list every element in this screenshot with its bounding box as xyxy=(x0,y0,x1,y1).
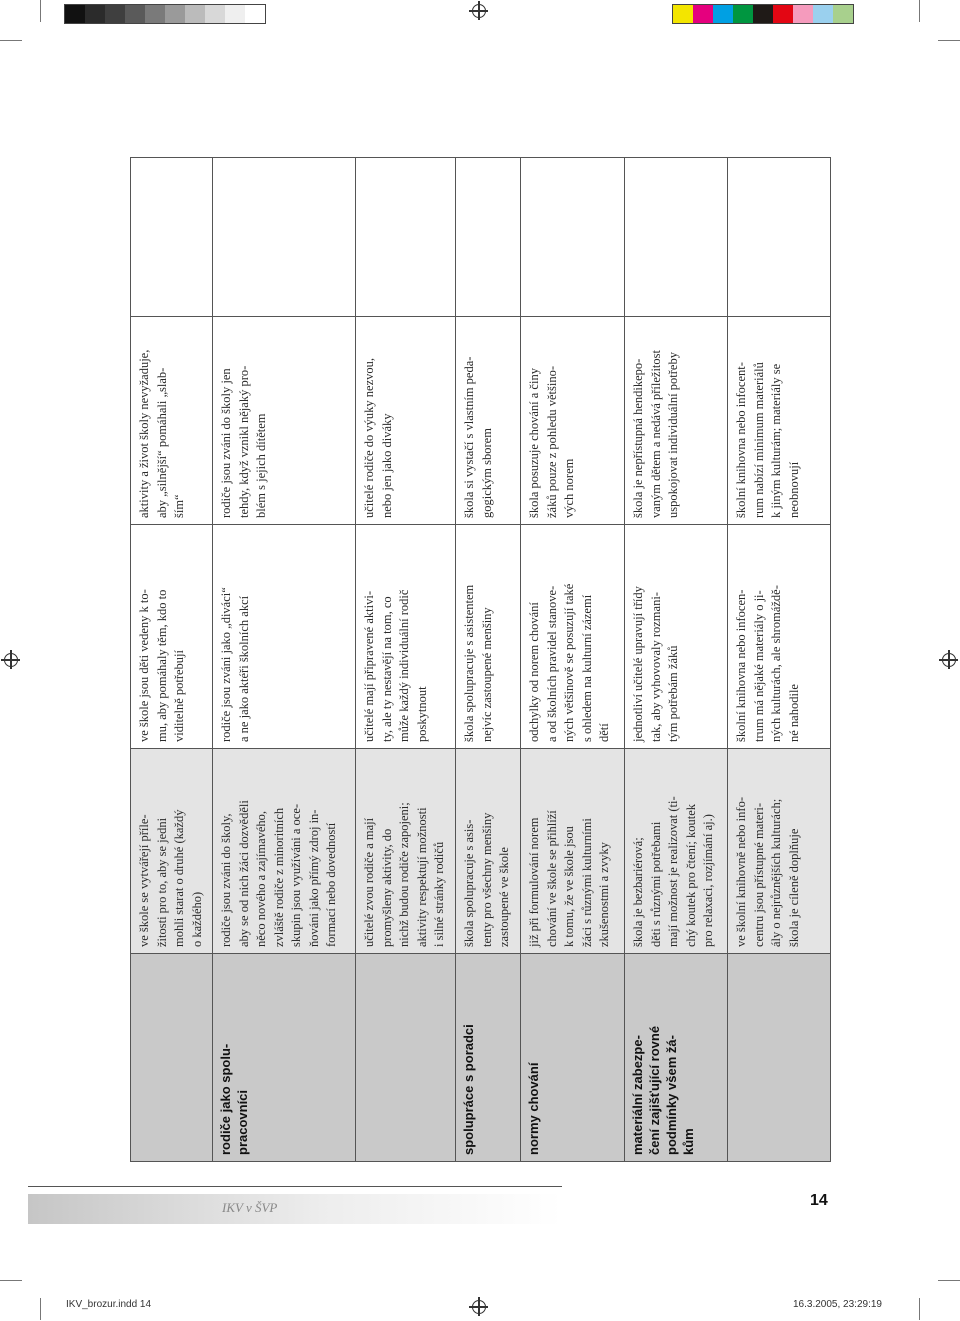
table-cell: škola je nepřístupná hendikepo- vaným dětem a nedává příležitost uspokojovat individuální potřeby xyxy=(625,317,728,525)
footer-gradient-strip xyxy=(28,1194,562,1224)
assessment-table xyxy=(130,157,831,1162)
registration-mark-bottom-icon xyxy=(472,1300,486,1314)
color-swatch xyxy=(813,5,833,23)
table-row xyxy=(625,158,728,1162)
color-swatch xyxy=(733,5,753,23)
color-swatch xyxy=(145,5,165,23)
page-number: 14 xyxy=(810,1192,828,1209)
row-category-label: normy chování xyxy=(521,954,625,1162)
footer-rule xyxy=(28,1186,562,1187)
table-cell: rodiče jsou zváni do školy jen tehdy, když vznikl nějaký pro- blém s jejich dítětem xyxy=(213,317,356,525)
table-cell: škola spolupracuje s asis- tenty pro všechny menšiny zastoupené ve škole xyxy=(456,749,521,954)
table-cell: učitelé zvou rodiče a mají promyšleny aktivity, do nichž budou rodiče zapojeni; aktivity respektují možnosti i silné stránky rodičů xyxy=(356,749,456,954)
color-swatch xyxy=(833,5,853,23)
row-category-label xyxy=(131,954,213,1162)
table-cell: již při formulování norem chování ve škole se přihlíží k tomu, že ve škole jsou žáci s různými kulturními zkušenostmi a zvyky xyxy=(521,749,625,954)
table-cell: škola si vystačí s vlastním peda- gogickým sborem xyxy=(456,317,521,525)
process-color-bar xyxy=(672,4,854,24)
row-category-label xyxy=(728,954,831,1162)
table-row xyxy=(131,158,213,1162)
grayscale-color-bar xyxy=(64,4,266,24)
color-swatch xyxy=(753,5,773,23)
color-swatch xyxy=(673,5,693,23)
row-category-label: rodiče jako spolu- pracovníci xyxy=(213,954,356,1162)
table-cell: škola posuzuje chování a činy žáků pouze z pohledu většino- vých norem xyxy=(521,317,625,525)
table-cell xyxy=(213,158,356,317)
slug-file-name: IKV_brozur.indd 14 xyxy=(66,1299,152,1310)
crop-mark xyxy=(919,0,920,22)
color-swatch xyxy=(773,5,793,23)
table-cell: školní knihovna nebo infocen- trum má nějaké materiály o ji- ných kulturách, ale shromáždě- né nahodile xyxy=(728,525,831,749)
registration-mark-left-icon xyxy=(4,653,18,667)
table-cell xyxy=(131,158,213,317)
color-swatch xyxy=(693,5,713,23)
crop-mark xyxy=(0,40,22,41)
crop-mark xyxy=(938,1280,960,1281)
color-swatch xyxy=(125,5,145,23)
table-cell xyxy=(456,158,521,317)
table-cell: ve školní knihovně nebo info- centru jsou přístupné materi- ály o nejrůznějších kulturách; škola je cíleně doplňuje xyxy=(728,749,831,954)
row-category-label: materiální zabezpe- čení zajišťující rovné podmínky všem žá- kům xyxy=(625,954,728,1162)
table-cell: školní knihovna nebo infocent- rum nabízí minimum materiálů k jiným kulturám; materiály se neobnovují xyxy=(728,317,831,525)
table-row xyxy=(728,158,831,1162)
table-cell: škola je bezbariérová; děti s různými potřebami mají možnost je realizovat (ti- chý koutek pro čtení; koutek pro relaxaci, rozjímání aj.) xyxy=(625,749,728,954)
table-cell: učitelé mají připravené aktivi- ty, ale ty nestavějí na tom, co může každý individuální rodič poskytnout xyxy=(356,525,456,749)
color-swatch xyxy=(165,5,185,23)
color-swatch xyxy=(205,5,225,23)
table-row xyxy=(456,158,521,1162)
table-cell: odchylky od norem chování a od školních pravidel stanove- ných většinově se posuzují také s ohledem na kulturní zázemí dětí xyxy=(521,525,625,749)
registration-mark-top-icon xyxy=(472,4,486,18)
rotated-table-container xyxy=(130,158,830,1162)
color-swatch xyxy=(65,5,85,23)
color-swatch xyxy=(105,5,125,23)
table-cell: škola spolupracuje s asistentem nejvíc zastoupené menšiny xyxy=(456,525,521,749)
crop-mark xyxy=(919,1298,920,1320)
table-cell xyxy=(625,158,728,317)
slug-datetime: 16.3.2005, 23:29:19 xyxy=(793,1299,882,1310)
crop-mark xyxy=(938,40,960,41)
table-row xyxy=(356,158,456,1162)
table-cell: učitelé rodiče do výuky nezvou, nebo jen jako diváky xyxy=(356,317,456,525)
table-cell xyxy=(356,158,456,317)
color-swatch xyxy=(185,5,205,23)
table-cell xyxy=(728,158,831,317)
table-cell: ve škole se vytvářejí příle- žitosti pro to, aby se jedni mohli starat o druhé (každý o každého) xyxy=(131,749,213,954)
table-cell: jednotliví učitelé upravují třídy tak, aby vyhovovaly rozmani- tým potřebám žáků xyxy=(625,525,728,749)
table-cell: rodiče jsou zváni do školy, aby se od nich žáci dozvěděli něco nového a zajímavého, zvláště rodiče z minoritních skupin jsou využíváni a oce- ňováni jako přímý zdroj in- formací nebo dovedností xyxy=(213,749,356,954)
color-swatch xyxy=(793,5,813,23)
color-swatch xyxy=(245,5,265,23)
table-row xyxy=(213,158,356,1162)
table-row xyxy=(521,158,625,1162)
table-cell: ve škole jsou děti vedeny k to- mu, aby pomáhaly těm, kdo to viditelně potřebují xyxy=(131,525,213,749)
registration-mark-right-icon xyxy=(942,653,956,667)
table-cell: rodiče jsou zváni jako „diváci“ a ne jako aktéři školních akcí xyxy=(213,525,356,749)
running-title: IKV v ŠVP xyxy=(222,1200,278,1215)
crop-mark xyxy=(40,0,41,22)
crop-mark xyxy=(0,1280,22,1281)
color-swatch xyxy=(713,5,733,23)
row-category-label xyxy=(356,954,456,1162)
color-swatch xyxy=(225,5,245,23)
crop-mark xyxy=(40,1298,41,1320)
table-cell: aktivity a život školy nevyžaduje, aby „silnější“ pomáhali „slab- ším“ xyxy=(131,317,213,525)
table-cell xyxy=(521,158,625,317)
row-category-label: spolupráce s poradci xyxy=(456,954,521,1162)
color-swatch xyxy=(85,5,105,23)
